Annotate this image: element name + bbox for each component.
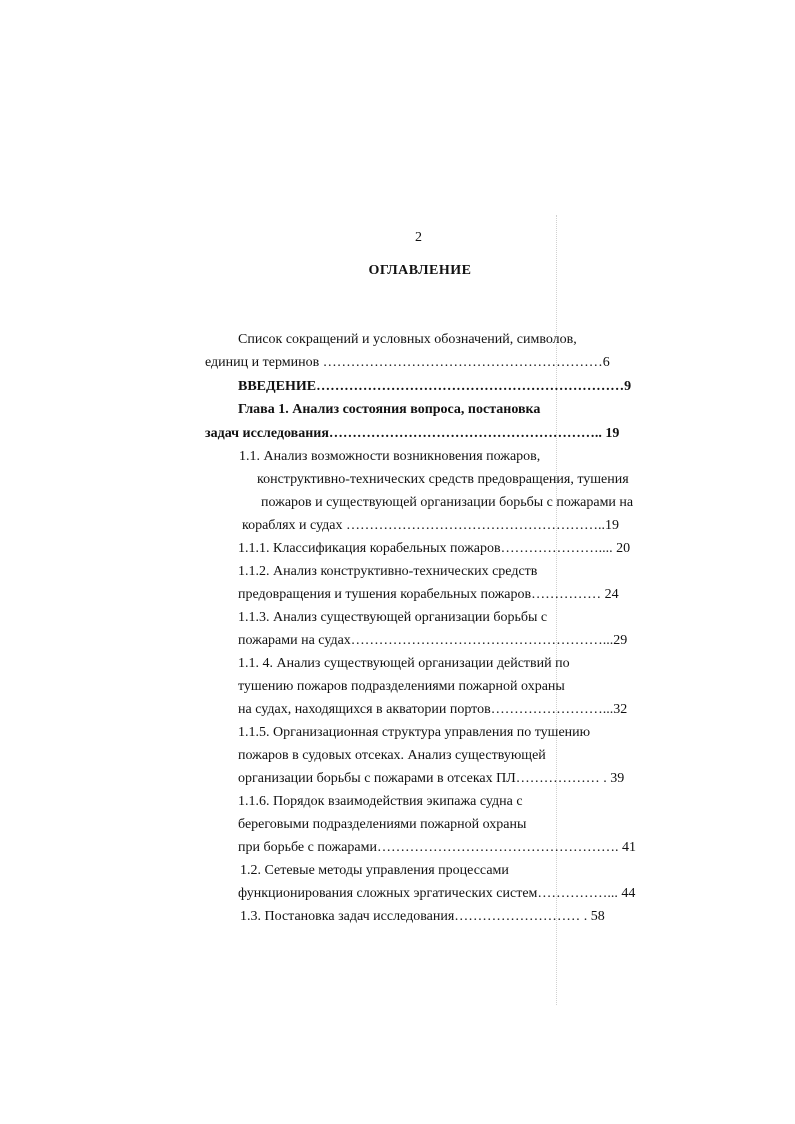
toc-line: 1.1.5. Организационная структура управления по тушению: [238, 725, 591, 740]
toc-line: 1.1.2. Анализ конструктивно-технических средств: [238, 564, 538, 579]
toc-line: 1.1.3. Анализ существующей организации борьбы с: [238, 610, 548, 625]
toc-line: при борьбе с пожарами……………………………………………. 41: [238, 840, 636, 855]
toc-line: предовращения и тушения корабельных пожаров…………… 24: [238, 587, 619, 602]
toc-line: 1.1.1. Классификация корабельных пожаров………………….... 20: [238, 541, 631, 556]
toc-line: 1.1. Анализ возможности возникновения пожаров,: [239, 449, 541, 464]
page-title: ОГЛАВЛЕНИЕ: [368, 263, 472, 278]
page-number: 2: [415, 230, 422, 245]
toc-line: на судах, находящихся в акватории портов……………………...32: [238, 702, 628, 717]
toc-line: организации борьбы с пожарами в отсеках ПЛ……………… . 39: [238, 771, 625, 786]
toc-line: береговыми подразделениями пожарной охраны: [238, 817, 527, 832]
toc-line: тушению пожаров подразделениями пожарной охраны: [238, 679, 565, 694]
toc-line: Список сокращений и условных обозначений, символов,: [238, 332, 577, 347]
toc-line: пожаров в судовых отсеках. Анализ существующей: [238, 748, 546, 763]
toc-line: кораблях и судах ………………………………………………..19: [242, 518, 619, 533]
toc-line: пожарами на судах………………………………………………...29: [238, 633, 628, 648]
toc-line: единиц и терминов ……………………………………………………6: [205, 355, 610, 370]
toc-line: конструктивно-технических средств предовращения, тушения: [257, 472, 629, 487]
toc-line: функционирования сложных эргатических систем……………... 44: [238, 886, 636, 901]
toc-line: задач исследования………………………………………………….. 19: [205, 426, 620, 441]
toc-line: пожаров и существующей организации борьбы с пожарами на: [261, 495, 634, 510]
toc-line: 1.3. Постановка задач исследования……………………… . 58: [240, 909, 605, 924]
toc-line: 1.1.6. Порядок взаимодействия экипажа судна с: [238, 794, 523, 809]
toc-line: 1.2. Сетевые методы управления процессами: [240, 863, 509, 878]
toc-line: 1.1. 4. Анализ существующей организации действий по: [238, 656, 570, 671]
toc-line: Глава 1. Анализ состояния вопроса, постановка: [238, 402, 541, 417]
toc-line: ВВЕДЕНИЕ…………………………………………………………9: [238, 379, 632, 394]
